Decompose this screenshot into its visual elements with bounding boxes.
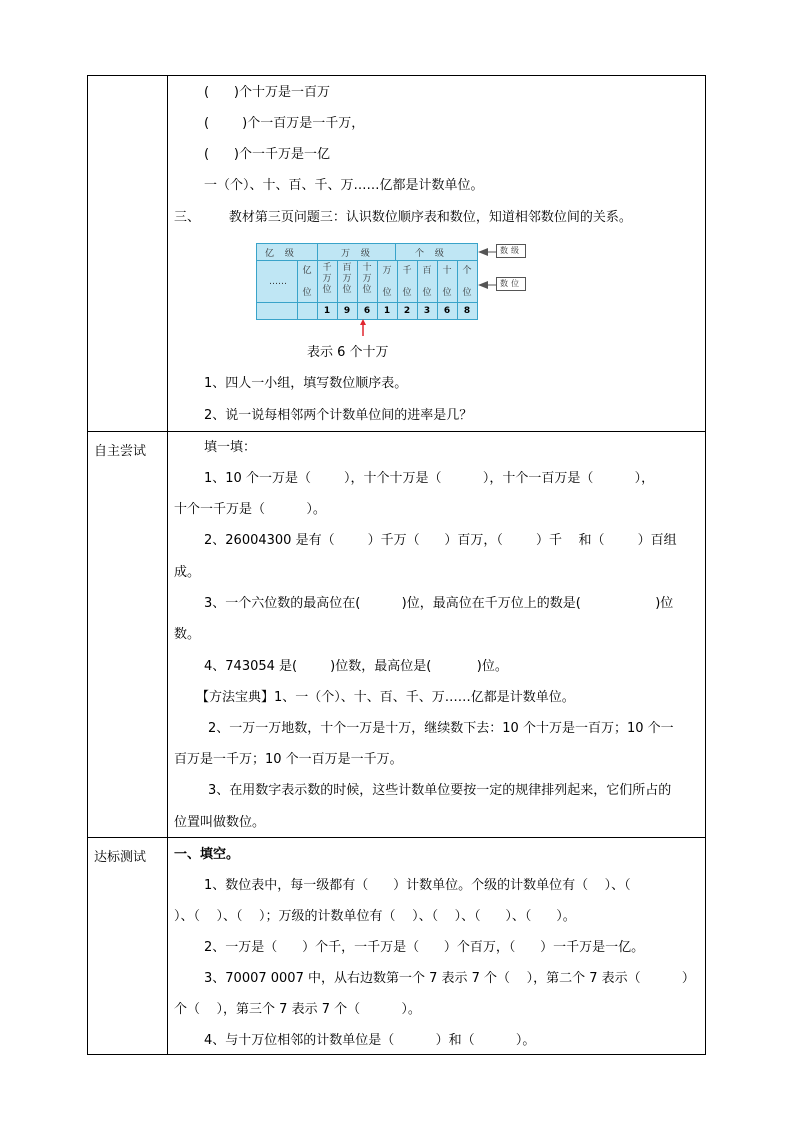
text-line: ）、（ ）、（ ）；万级的计数单位有（ ）、（ ）、（ ）、（ ）。	[174, 909, 576, 924]
text-line: 2、说一说每相邻两个计数单位间的进率是几？	[204, 408, 473, 423]
ellipsis: ……	[269, 277, 287, 287]
text-line: 位置叫做数位。	[174, 815, 266, 830]
text-line: 4、与十万位相邻的计数单位是（ ）和（ ）。	[204, 1033, 536, 1048]
text-line: 2、26004300 是有（ ）千万（ ）百万，（ ）千 和（ ）百组	[204, 533, 677, 548]
text-line: 3、一个六位数的最高位在( )位，最高位在千万位上的数是( )位	[204, 596, 674, 611]
place-value-table	[256, 243, 478, 320]
text-line: 3、70007 0007 中，从右边数第一个 7 表示 7 个（ ），第二个 7 表示（ ）	[204, 971, 695, 986]
text-line: 2、一万一万地数，十个一万是十万，继续数下去：10 个十万是一百万；10 个一	[208, 721, 674, 736]
row-divider	[88, 431, 705, 432]
text-line: ( )个十万是一百万	[204, 85, 330, 100]
digit: 6	[363, 306, 371, 316]
unit-label: 千 万 位	[322, 263, 332, 295]
figure-caption: 表示 6 个十万	[307, 345, 389, 360]
row-divider	[88, 837, 705, 838]
row-label-test: 达标测试	[94, 850, 147, 865]
digit: 1	[383, 306, 391, 316]
unit-label: 百 位	[422, 266, 432, 298]
level-header: 万 级	[341, 249, 374, 259]
text-line: 成。	[174, 565, 201, 580]
text-line: 数。	[174, 627, 201, 642]
level-header: 亿 级	[265, 249, 298, 259]
text-line: 3、在用数字表示数的时候，这些计数单位要按一定的规律排列起来，它们所占的	[208, 783, 672, 798]
unit-label: 千 位	[402, 266, 412, 298]
digit: 3	[423, 306, 431, 316]
worksheet-table	[87, 75, 706, 1055]
text-line: ( )个一百万是一千万，	[204, 116, 365, 131]
up-arrow-icon	[358, 319, 368, 337]
unit-label: 万 位	[382, 266, 392, 298]
row-label-self-try: 自主尝试	[94, 444, 147, 459]
text-line: 百万是一千万；10 个一百万是一千万。	[174, 752, 403, 767]
text-line: 填一填：	[204, 440, 257, 455]
unit-label: 十 位	[442, 266, 452, 298]
digit: 1	[323, 306, 331, 316]
digit: 2	[403, 306, 411, 316]
unit-label: 个 位	[462, 266, 472, 298]
text-line: 4、743054 是( )位数，最高位是( )位。	[204, 659, 508, 674]
text-line: 十个一千万是（ ）。	[174, 502, 326, 517]
unit-label: 百 万 位	[342, 263, 352, 295]
text-line: 2、一万是（ ）个千，一千万是（ ）个百万，（ ）一千万是一亿。	[204, 940, 645, 955]
text-line: ( )个一千万是一亿	[204, 147, 330, 162]
unit-label: 十 万 位	[362, 263, 372, 295]
digit: 9	[343, 306, 351, 316]
text-line: 1、数位表中，每一级都有（ ）计数单位。个级的计数单位有（ ）、（	[204, 878, 631, 893]
column-divider	[167, 76, 168, 1054]
text-line: 一（个）、十、百、千、万……亿都是计数单位。	[204, 178, 484, 193]
text-line: 个（ ），第三个 7 表示 7 个（ ）。	[174, 1002, 421, 1017]
digit: 6	[443, 306, 451, 316]
level-header: 个 级	[415, 249, 448, 259]
text-line: 1、四人一小组，填写数位顺序表。	[204, 376, 408, 391]
tag-level: 数级	[496, 244, 526, 258]
method-tip: 【方法宝典】1、一（个）、十、百、千、万……亿都是计数单位。	[196, 690, 575, 705]
text-line: 1、10 个一万是（ ），十个十万是（ ），十个一百万是（ ），	[204, 471, 655, 486]
digit: 8	[463, 306, 471, 316]
section-heading: 三、 教材第三页问题三：认识数位顺序表和数位，知道相邻数位间的关系。	[174, 210, 632, 225]
unit-label: 亿 位	[302, 266, 312, 298]
tag-place: 数位	[496, 277, 526, 291]
section-heading: 一、填空。	[174, 847, 240, 862]
